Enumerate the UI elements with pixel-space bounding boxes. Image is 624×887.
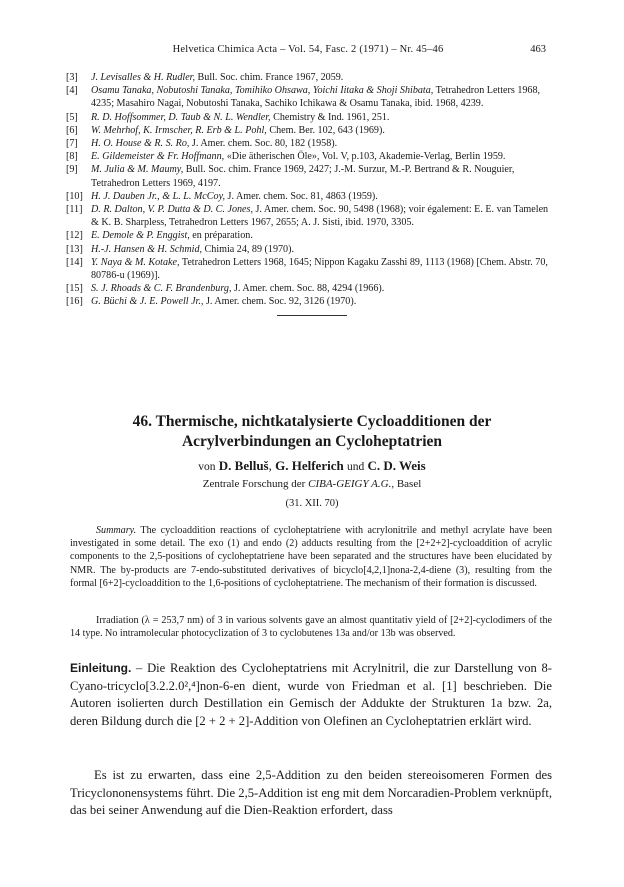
- summary-paragraph-2: Irradiation (λ = 253,7 nm) of 3 in various solvents gave an almost quantitativ yield of [2+2]-cyclodimers of the 14 type. No intramolecular photocyclization of 3 to cyclobutenes 13a and/or 13b was observed.: [70, 615, 552, 640]
- affiliation-city: , Basel: [391, 478, 422, 490]
- reference-authors: S. J. Rhoads & C. F. Brandenburg,: [91, 283, 232, 295]
- reference-item: [66, 137, 552, 150]
- reference-item: [66, 190, 552, 203]
- authors-and: und: [346, 461, 365, 473]
- reference-citation: J. Amer. chem. Soc. 81, 4863 (1959).: [225, 190, 378, 202]
- body-paragraph-2: Es ist zu erwarten, dass eine 2,5-Addition zu den beiden stereoisomeren Formen des Tricyclononensystems führt. Die 2,5-Addition ist eng mit dem Norcaradien-Problem verknüpft, das bei seiner Anwendung auf die Dien-Reaktion erfordert, dass: [70, 768, 552, 817]
- received-date: (31. XII. 70): [285, 498, 339, 509]
- reference-number: [7]: [66, 138, 78, 150]
- reference-number: [6]: [66, 124, 78, 136]
- reference-number: [11]: [66, 204, 83, 216]
- author-2: G. Helferich: [275, 458, 344, 473]
- reference-number: [15]: [66, 283, 83, 295]
- reference-authors: M. Julia & M. Maumy,: [91, 164, 184, 176]
- reference-authors: H. O. House & R. S. Ro,: [91, 138, 190, 150]
- reference-authors: H. J. Dauben Jr., & L. L. McCoy,: [91, 190, 226, 202]
- reference-number: [5]: [66, 111, 78, 123]
- reference-authors: Osamu Tanaka, Nobutoshi Tanaka, Tomihiko Ohsawa, Yoichi Iitaka & Shoji Shibata,: [91, 85, 434, 97]
- reference-number: [9]: [66, 164, 78, 176]
- reference-item: [66, 163, 552, 189]
- reference-authors: E. Gildemeister & Fr. Hoffmann,: [91, 151, 225, 163]
- reference-citation: Bull. Soc. chim. France 1967, 2059.: [195, 72, 344, 83]
- reference-number: [4]: [66, 85, 78, 97]
- reference-number: [8]: [66, 151, 78, 163]
- reference-item: [66, 243, 552, 256]
- author-line: von D. Belluš, G. Helferich und C. D. Weis: [198, 458, 426, 473]
- reference-citation: Chimia 24, 89 (1970).: [202, 243, 294, 255]
- reference-number: [14]: [66, 256, 83, 268]
- reference-authors: Y. Naya & M. Kotake,: [91, 256, 180, 268]
- reference-item: [66, 203, 552, 229]
- body-text-1: – Die Reaktion des Cycloheptatriens mit Acrylnitril, die zur Darstellung von 8-Cyano-tricyclo[3.2.2.0²,⁴]non-6-en dient, wurde von Friedman et al. [1] beschrieben. Die Autoren isolierten durch Destillation ein Gemisch der Addukte der Strukturen 1a bzw. 2a, deren Bildung durch die [2 + 2 + 2]-Addition von Olefinen an Cycloheptatrien erklärt wird.: [70, 661, 552, 728]
- page-number: 463: [530, 44, 546, 55]
- body-paragraph-1: [70, 660, 552, 730]
- summary-label: Summary.: [96, 525, 137, 536]
- reference-citation: Bull. Soc. chim. France 1969, 2427; J.-M. Surzur, M.-P. Bertrand & R. Nouguier, Tetrahedron Letters 1969, 4197.: [91, 164, 515, 189]
- reference-number: [16]: [66, 296, 83, 308]
- affiliation-prefix: Zentrale Forschung der: [202, 478, 306, 490]
- reference-item: [66, 84, 552, 110]
- journal-running-title: Helvetica Chimica Acta – Vol. 54, Fasc. 2 (1971) – Nr. 45–46: [172, 44, 444, 55]
- reference-citation: J. Amer. chem. Soc. 90, 5498 (1968); voir également: E. E. van Tamelen & K. B. Sharpless, Tetrahedron Letters 1967, 2655; A. J. Sisti, ibid. 1970, 3305.: [91, 204, 549, 229]
- section-divider: [277, 315, 347, 316]
- summary-paragraph-1: [70, 524, 552, 590]
- author-1: D. Belluš: [218, 458, 269, 473]
- reference-authors: D. R. Dalton, V. P. Dutta & D. C. Jones,: [91, 204, 253, 216]
- author-3: C. D. Weis: [367, 458, 426, 473]
- reference-number: [3]: [66, 72, 78, 83]
- reference-citation: J. Amer. chem. Soc. 80, 182 (1958).: [189, 138, 338, 150]
- reference-citation: Chem. Ber. 102, 643 (1969).: [266, 124, 385, 136]
- reference-list: [66, 71, 552, 309]
- reference-item: [66, 295, 552, 308]
- reference-citation: Chemistry & Ind. 1961, 251.: [270, 111, 390, 123]
- reference-authors: E. Demole & P. Enggist,: [91, 230, 190, 242]
- authors-prefix: von: [198, 461, 216, 473]
- reference-citation: Tetrahedron Letters 1968, 4235; Masahiro Nagai, Nobutoshi Tanaka, Sachiko Ichikawa & Osamu Tanaka, ibid. 1968, 4239.: [91, 85, 541, 110]
- section-lead: Einleitung.: [70, 661, 132, 675]
- reference-authors: R. D. Hoffsommer, D. Taub & N. L. Wendler,: [91, 111, 271, 123]
- reference-authors: H.-J. Hansen & H. Schmid,: [91, 243, 203, 255]
- reference-number: [13]: [66, 243, 83, 255]
- running-head: [70, 44, 546, 58]
- reference-number: [12]: [66, 230, 83, 242]
- reference-citation: en préparation.: [189, 230, 253, 242]
- reference-number: [10]: [66, 190, 83, 202]
- reference-item: [66, 111, 552, 124]
- article-title: 46. Thermische, nichtkatalysierte Cycloadditionen der Acrylverbindungen an Cycloheptatrien: [132, 413, 492, 450]
- reference-item: [66, 150, 552, 163]
- summary-text-1: The cycloaddition reactions of cycloheptatriene with acrylonitrile and methyl acrylate have been investigated in some detail. The exo (1) and endo (2) adducts resulting from the [2+2+2]-cycloaddition of acrylic components to the 2,5-positions of cycloheptatriene have been separated and the structures have been elucidated by NMR. The by-products are 7-endo-substituted derivatives of bicyclo[4,2,1]nona-2,4-diene (3), resulting from the formal [6+2]-cycloaddition to the 1,6-positions of cycloheptatriene. The mechanism of their formation is discussed.: [70, 525, 552, 589]
- reference-citation: J. Amer. chem. Soc. 88, 4294 (1966).: [231, 283, 385, 295]
- reference-citation: Tetrahedron Letters 1968, 1645; Nippon Kagaku Zasshi 89, 1113 (1968) [Chem. Abstr. 70, 80786-u (1969)].: [91, 256, 548, 282]
- affiliation-company: CIBA-GEIGY A.G.: [308, 478, 392, 490]
- reference-authors: G. Büchi & J. E. Powell Jr.,: [91, 296, 204, 308]
- affiliation: [70, 477, 554, 491]
- reference-item: [66, 229, 552, 242]
- reference-citation: J. Amer. chem. Soc. 92, 3126 (1970).: [203, 296, 357, 308]
- reference-item: [66, 282, 552, 295]
- reference-item: [66, 256, 552, 282]
- reference-item: [66, 124, 552, 137]
- reference-authors: W. Mehrhof, K. Irmscher, R. Erb & L. Pohl,: [91, 124, 267, 136]
- reference-citation: «Die ätherischen Öle», Vol. V, p.103, Akademie-Verlag, Berlin 1959.: [224, 151, 506, 163]
- reference-item: [66, 71, 552, 84]
- reference-authors: J. Levisalles & H. Rudler,: [91, 72, 196, 83]
